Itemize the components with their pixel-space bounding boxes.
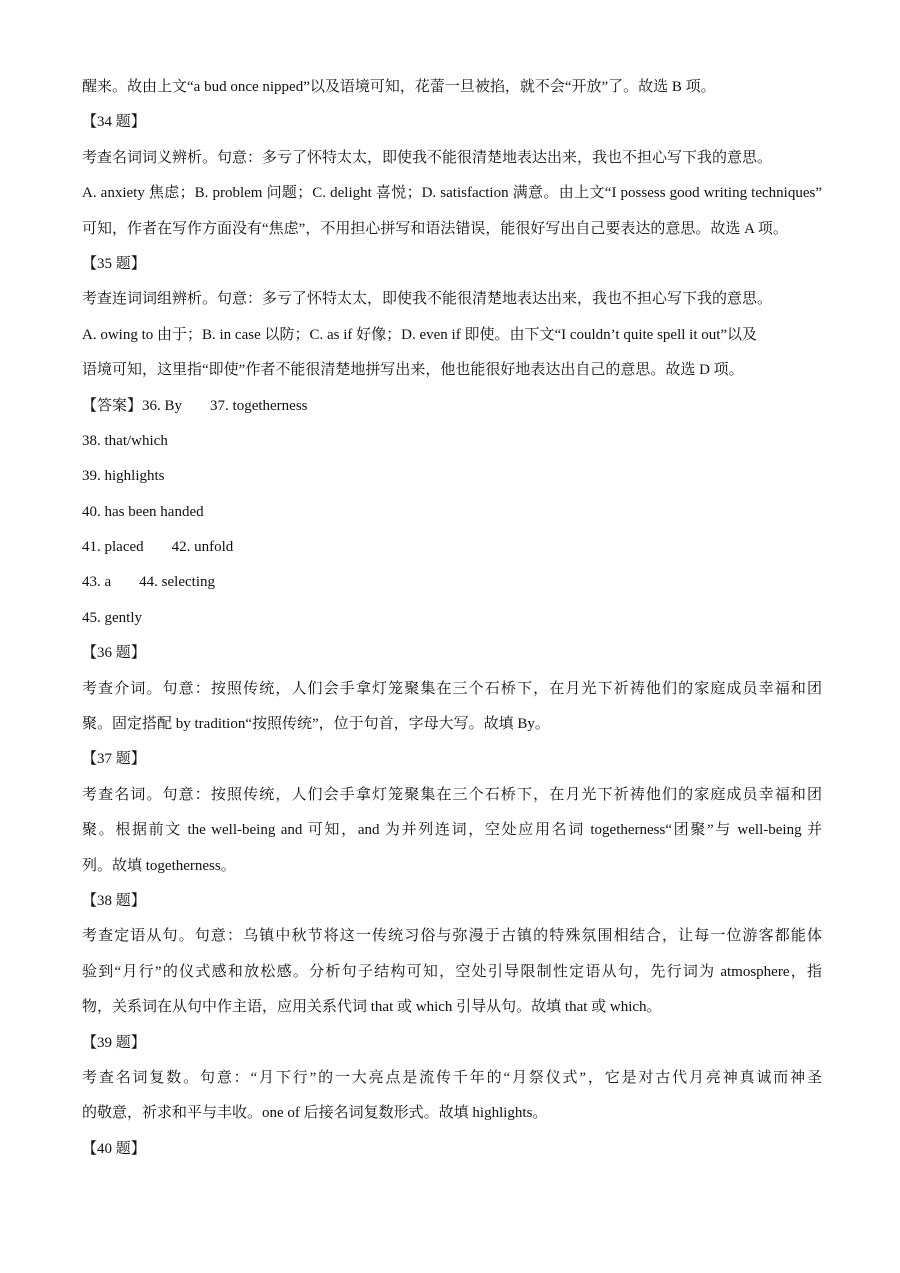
- text-line: 物，关系词在从句中作主语，应用关系代词 that 或 which 引导从句。故填 that 或 which。: [82, 999, 662, 1016]
- text-line: 聚。固定搭配 by tradition“按照传统”，位于句首，字母大写。故填 By。: [82, 716, 550, 733]
- answer-42: 42. unfold: [171, 539, 234, 556]
- question-heading: 【39 题】: [82, 1034, 146, 1051]
- answer-45: 45. gently: [82, 609, 142, 626]
- text-line: 语境可知，这里指“即使”作者不能很清楚地拼写出来，他也能很好地表达出自己的意思。故选 D 项。: [82, 362, 744, 379]
- text-line: A. owing to 由于；B. in case 以防；C. as if 好像；D. even if 即使。由下文“I couldn’t quite spell it out”以及: [82, 326, 758, 343]
- answer-44: 44. selecting: [139, 574, 215, 591]
- question-heading: 【40 题】: [82, 1140, 146, 1157]
- text-line: 的敬意，祈求和平与丰收。one of 后接名词复数形式。故填 highlights。: [82, 1105, 548, 1122]
- text-line: 可知，作者在写作方面没有“焦虑”，不用担心拼写和语法错误，能很好写出自己要表达的意思。故选 A 项。: [82, 220, 788, 237]
- answer-37: 37. togetherness: [210, 397, 308, 414]
- text-line: 考查定语从句。句意：乌镇中秋节将这一传统习俗与弥漫于古镇的特殊氛围相结合，让每一位游客都能体: [82, 928, 822, 945]
- answer-40: 40. has been handed: [82, 503, 204, 520]
- text-line: 列。故填 togetherness。: [82, 857, 236, 874]
- document-page: [82, 70, 822, 1167]
- question-heading: 【38 题】: [82, 892, 146, 909]
- answer-38: 38. that/which: [82, 432, 168, 449]
- answer-label: 【答案】: [82, 397, 143, 414]
- answer-line: [82, 530, 822, 565]
- answer-line: [82, 389, 822, 424]
- text-line: 验到“月行”的仪式感和放松感。分析句子结构可知，空处引导限制性定语从句，先行词为 atmosphere，指: [82, 963, 822, 980]
- text-line: A. anxiety 焦虑；B. problem 问题；C. delight 喜悦；D. satisfaction 满意。由上文“I possess good writing techniques”: [82, 185, 822, 202]
- text-line: 考查名词词义辨析。句意：多亏了怀特太太，即使我不能很清楚地表达出来，我也不担心写下我的意思。: [82, 149, 773, 166]
- question-heading: 【35 题】: [82, 255, 146, 272]
- question-heading: 【37 题】: [82, 751, 146, 768]
- text-line: 聚。根据前文 the well-being and 可知，and 为并列连词，空处应用名词 togetherness“团聚”与 well-being 并: [82, 822, 822, 839]
- question-heading: 【36 题】: [82, 645, 146, 662]
- answer-39: 39. highlights: [82, 468, 165, 485]
- question-heading: 【34 题】: [82, 114, 146, 131]
- answer-43: 43. a: [82, 574, 112, 591]
- text-line: 考查连词词组辨析。句意：多亏了怀特太太，即使我不能很清楚地表达出来，我也不担心写下我的意思。: [82, 291, 773, 308]
- text-line: 考查名词。句意：按照传统，人们会手拿灯笼聚集在三个石桥下，在月光下祈祷他们的家庭成员幸福和团: [82, 786, 822, 803]
- answer-line: [82, 565, 822, 600]
- answer-36: 36. By: [142, 397, 183, 414]
- text-line: 考查介词。句意：按照传统，人们会手拿灯笼聚集在三个石桥下，在月光下祈祷他们的家庭成员幸福和团: [82, 680, 822, 697]
- answer-41: 41. placed: [82, 539, 144, 556]
- text-line: 考查名词复数。句意：“月下行”的一大亮点是流传千年的“月祭仪式”，它是对古代月亮神真诚而神圣: [82, 1069, 822, 1086]
- text-line: 醒来。故由上文“a bud once nipped”以及语境可知，花蕾一旦被掐，就不会“开放”了。故选 B 项。: [82, 79, 716, 95]
